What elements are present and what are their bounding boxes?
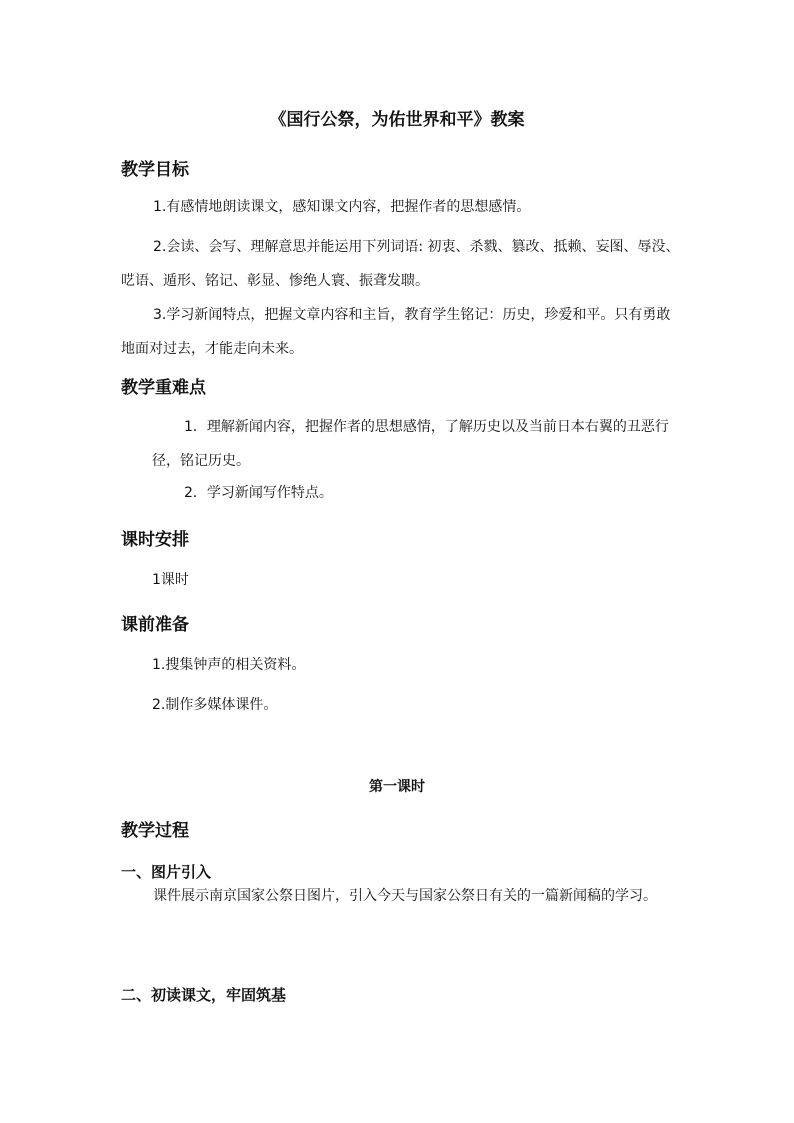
objective-item-2: 2.会读、会写、理解意思并能运用下列词语: 初衷、杀戮、篡改、抵赖、妄图、辱没、呓语、遁形、铭记、彰显、惨绝人寰、振聋发聩。 xyxy=(121,239,680,289)
preparation-item-2: 2.制作多媒体课件。 xyxy=(152,697,278,713)
key-point-item-2: 2．学习新闻写作特点。 xyxy=(184,485,333,501)
heading-key-points: 教学重难点 xyxy=(121,378,206,398)
objective-item-3: 3.学习新闻特点，把握文章内容和主旨，教育学生铭记：历史，珍爱和平。只有勇敢地面对过去，才能走向未来。 xyxy=(121,307,671,357)
heading-process: 教学过程 xyxy=(121,821,189,841)
step-2-title: 二、初读课文，牢固筑基 xyxy=(121,986,287,1004)
heading-preparation: 课前准备 xyxy=(121,615,189,635)
document-title: 《国行公祭，为佑世界和平》教案 xyxy=(269,110,525,130)
key-point-item-1: 1．理解新闻内容，把握作者的思想感情，了解历史以及当前日本右翼的丑恶行径，铭记历史。 xyxy=(152,419,669,469)
preparation-item-1: 1.搜集钟声的相关资料。 xyxy=(152,657,306,673)
objective-item-1: 1.有感情地朗读课文，感知课文内容，把握作者的思想感情。 xyxy=(153,199,531,215)
step-1-title: 一、图片引入 xyxy=(121,863,212,881)
schedule-value: 1课时 xyxy=(152,572,189,588)
heading-schedule: 课时安排 xyxy=(121,530,189,550)
heading-objectives: 教学目标 xyxy=(121,160,189,180)
lesson-subtitle: 第一课时 xyxy=(369,779,425,795)
step-1-text: 课件展示南京国家公祭日图片，引入今天与国家公祭日有关的一篇新闻稿的学习。 xyxy=(153,888,657,904)
